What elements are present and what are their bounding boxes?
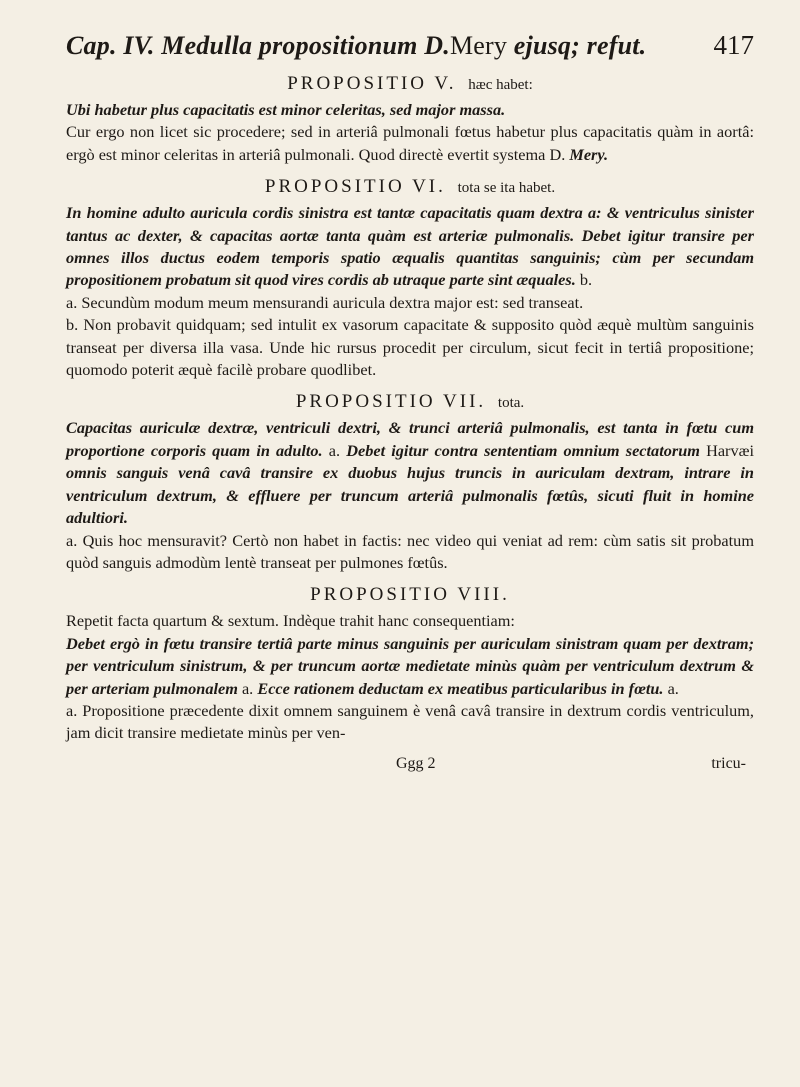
prop7-body [66, 417, 754, 574]
prop6-heading [66, 176, 754, 198]
prop8-title: PROPOSITIO VIII. [310, 584, 510, 606]
prop8-statement [66, 633, 754, 700]
prop5-body [66, 99, 754, 166]
prop6-note-a: a. Secundùm modum meum mensurandi auricula dextra major est: sed transeat. [66, 292, 584, 312]
running-title-tail: ejusq; refut. [513, 31, 647, 60]
prop7-statement-a: Capacitas auriculæ dextræ, ventriculi dextri, & trunci arteriâ pulmonalis, est tanta in fœtu cum proportione corporis quam in adulto. [66, 418, 754, 460]
prop6-statement-marker: b. [579, 270, 593, 290]
prop7-note: tota. [497, 395, 525, 412]
running-title-name: Mery [449, 31, 508, 60]
prop8-marker-a: a. [241, 678, 254, 698]
prop5-title: PROPOSITIO V. [287, 73, 457, 94]
prop6-body [66, 202, 754, 381]
prop6-statement-text: In homine adulto auricula cordis sinistra est tantæ capacitatis quam dextra a: & ventriculus sinister tantus ac dexter, & capacitas aortæ tanta quàm est arteriæ pulmonalis. Debet igitur transire per omnes illos ductus eodem temporis spatio æqualis quantitas sanguinis; cùm per secundam propositionem probatum sit quod vires cordis ab utraque parte sint æquales. [66, 203, 754, 290]
prop7-marker-a: a. [328, 440, 341, 460]
prop8-statement-b: Ecce rationem deductam ex meatibus particularibus in fœtu. [257, 678, 664, 698]
page-number: 417 [713, 30, 754, 60]
prop5-statement: Ubi habetur plus capacitatis est minor celeritas, sed major massa. [66, 100, 506, 119]
prop6-title: PROPOSITIO VI. [264, 176, 446, 198]
prop7-statement [66, 417, 754, 529]
prop8-body [66, 610, 754, 744]
catchword: tricu- [711, 754, 746, 772]
page-footer [66, 755, 754, 773]
prop5-heading [66, 73, 754, 95]
prop5-commentary [66, 121, 754, 166]
prop8-statement-a: Debet ergò in fœtu transire tertiâ parte minus sanguinis per auriculam sinistram quam per dextram; per ventriculum sinistrum, & per truncum aortæ medietate minùs quàm per ventriculum dextrum & per arteriam pulmonalem [66, 633, 754, 698]
prop5-note: hæc habet: [468, 77, 533, 93]
prop6-note: tota se ita habet. [457, 180, 556, 197]
prop8-intro: Repetit facta quartum & sextum. Indèque trahit hanc consequentiam: [66, 611, 515, 631]
prop7-heading [66, 391, 754, 413]
prop5-commentary-name: Mery. [569, 144, 609, 164]
running-header [66, 30, 754, 61]
prop7-note-a: a. Quis hoc mensuravit? Certò non habet in factis: nec video qui veniat ad rem: cùm satis sit probatum quòd sanguis admodùm lentè transeat per pulmones fœtûs. [66, 530, 754, 572]
prop7-statement-b: Debet igitur contra sententiam omnium sectatorum [346, 440, 700, 460]
prop7-name: Harvæi [706, 440, 755, 460]
prop8-note-a: a. Propositione præcedente dixit omnem sanguinem è venâ cavâ transire in dextrum cordis ventriculum, jam dicit transire medietate minùs per ven- [66, 700, 754, 743]
prop8-marker-a2: a. [667, 678, 679, 698]
running-title [66, 31, 646, 61]
prop6-note-b: b. Non probavit quidquam; sed intulit ex vasorum capacitate & supposito quòd æquè multùm sanguinis transeat per diversa illa vasa. Unde hic rursus procedit per circulum, sicut fecit in tertiâ propositione; quomodo poterit æquè facilè probare quodlibet. [66, 315, 754, 380]
prop7-statement-c: omnis sanguis venâ cavâ transire ex duobus hujus truncis in auriculam dextram, intrare in ventriculum dextrum, & effluere per truncum arteriâ pulmonalis fœtûs, sicuti fluit in homine adultiori. [66, 463, 754, 528]
prop8-heading [66, 584, 754, 606]
prop7-title: PROPOSITIO VII. [295, 391, 487, 413]
prop5-commentary-text: Cur ergo non licet sic procedere; sed in arteriâ pulmonali fœtus habetur plus capacitatis quàm in aortâ: ergò est minor celeritas in arteriâ pulmonali. Quod directè evertit systema D. [66, 122, 754, 164]
prop6-statement [66, 202, 754, 292]
running-title-italic: Cap. IV. Medulla propositionum D. [66, 31, 450, 60]
signature-mark: Ggg 2 [396, 754, 436, 772]
